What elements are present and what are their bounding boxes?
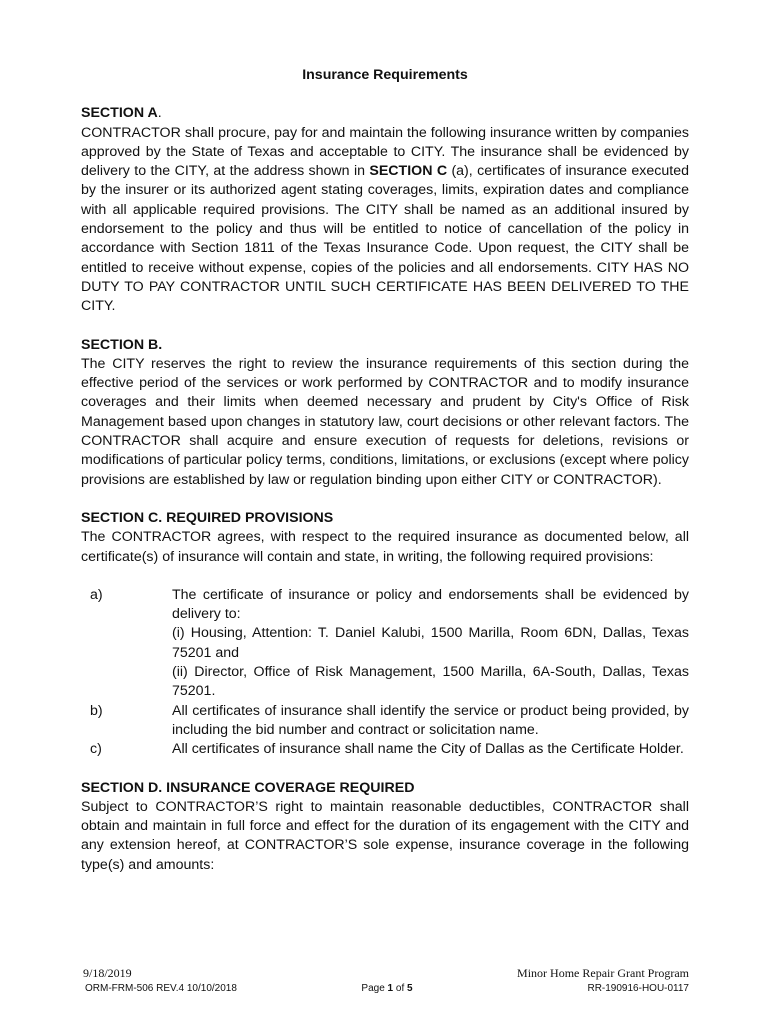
delivery-instruction: The certificate of insurance or policy and endorsements shall be evidenced by delivery to: xyxy=(172,586,689,623)
total-pages: 5 xyxy=(407,983,413,994)
current-page: 1 xyxy=(387,983,394,994)
section-a-heading-text: SECTION A xyxy=(81,105,158,122)
housing-address: (i) Housing, Attention: T. Daniel Kalubi, 1500 Marilla, Room 6DN, Dallas, Texas 75201 and xyxy=(172,625,689,661)
document-body xyxy=(81,66,689,894)
footer-form-id: ORM-FRM-506 REV.4 10/10/2018 xyxy=(85,983,237,994)
section-a xyxy=(81,104,689,316)
page-of: of xyxy=(393,983,408,994)
list-item xyxy=(81,702,689,741)
section-b xyxy=(81,336,689,490)
list-item-label: a) xyxy=(90,586,103,603)
required-provisions-list xyxy=(81,586,689,760)
footer-program-name: Minor Home Repair Grant Program xyxy=(517,966,689,980)
section-a-text-part1: CONTRACTOR shall procure, pay for and maintain the following insurance written by companies approved by the State of Texas and acceptable to CITY. The insurance shall be evidenced by delivery to the CITY, at the address shown in xyxy=(81,124,689,180)
section-c-heading: SECTION C. REQUIRED PROVISIONS xyxy=(81,509,334,526)
list-item xyxy=(81,740,689,759)
section-d-heading: SECTION D. INSURANCE COVERAGE REQUIRED xyxy=(81,779,415,796)
list-item xyxy=(81,586,689,702)
list-item-text: All certificates of insurance shall name the City of Dallas as the Certificate Holder. xyxy=(172,741,684,758)
section-b-heading: SECTION B. xyxy=(81,336,163,353)
list-item-text: All certificates of insurance shall identify the service or product being provided, by including the bid number and contract or solicitation name. xyxy=(172,702,689,738)
list-item-text xyxy=(172,586,689,702)
list-item-label: c) xyxy=(90,741,102,758)
section-c-reference: SECTION C xyxy=(369,163,448,180)
risk-management-address: (ii) Director, Office of Risk Management, 1500 Marilla, 6A-South, Dallas, Texas 75201. xyxy=(172,664,689,700)
section-a-text xyxy=(81,124,689,317)
section-a-heading xyxy=(81,104,689,123)
page-prefix: Page xyxy=(361,983,388,994)
document-title: Insurance Requirements xyxy=(302,67,468,83)
footer-date: 9/18/2019 xyxy=(83,966,132,980)
section-d-text: Subject to CONTRACTOR’S right to maintain reasonable deductibles, CONTRACTOR shall obtain and maintain in full force and effect for the duration of its engagement with the CITY and any extension hereof, at CONTRACTOR’S sole expense, insurance coverage in the following type(s) and amounts: xyxy=(81,798,689,873)
section-a-heading-period: . xyxy=(157,105,162,122)
section-c xyxy=(81,509,689,567)
footer-reference-code: RR-190916-HOU-0117 xyxy=(587,983,689,994)
section-d xyxy=(81,779,689,875)
section-a-text-part2: (a), certificates of insurance executed by the insurer or its authorized agent stating coverages, limits, expiration dates and compliance with all applicable required provisions. The CITY shall be named as an additional insured by endorsement to the policy and thus will be entitled to notice of cancellation of the policy in accordance with Section 1811 of the Texas Insurance Code. Upon request, the CITY shall be entitled to receive without expense, copies of the policies and all endorsements. CITY HAS NO DUTY TO PAY CONTRACTOR UNTIL SUCH CERTIFICATE HAS BEEN DELIVERED TO THE CITY. xyxy=(81,163,689,315)
section-c-text: The CONTRACTOR agrees, with respect to the required insurance as documented below, all certificate(s) of insurance will contain and state, in writing, the following required provisions: xyxy=(81,529,689,565)
list-item-label: b) xyxy=(90,702,103,719)
section-b-text: The CITY reserves the right to review the insurance requirements of this section during the effective period of the services or work performed by CONTRACTOR and to modify insurance coverages and their limits when deemed necessary and prudent by City's Office of Risk Management based upon changes in statutory law, court decisions or other relevant factors. The CONTRACTOR shall acquire and ensure execution of requests for deletions, revisions or modifications of particular policy terms, conditions, limitations, or exclusions (except where policy provisions are established by law or regulation binding upon either CITY or CONTRACTOR). xyxy=(81,355,689,488)
